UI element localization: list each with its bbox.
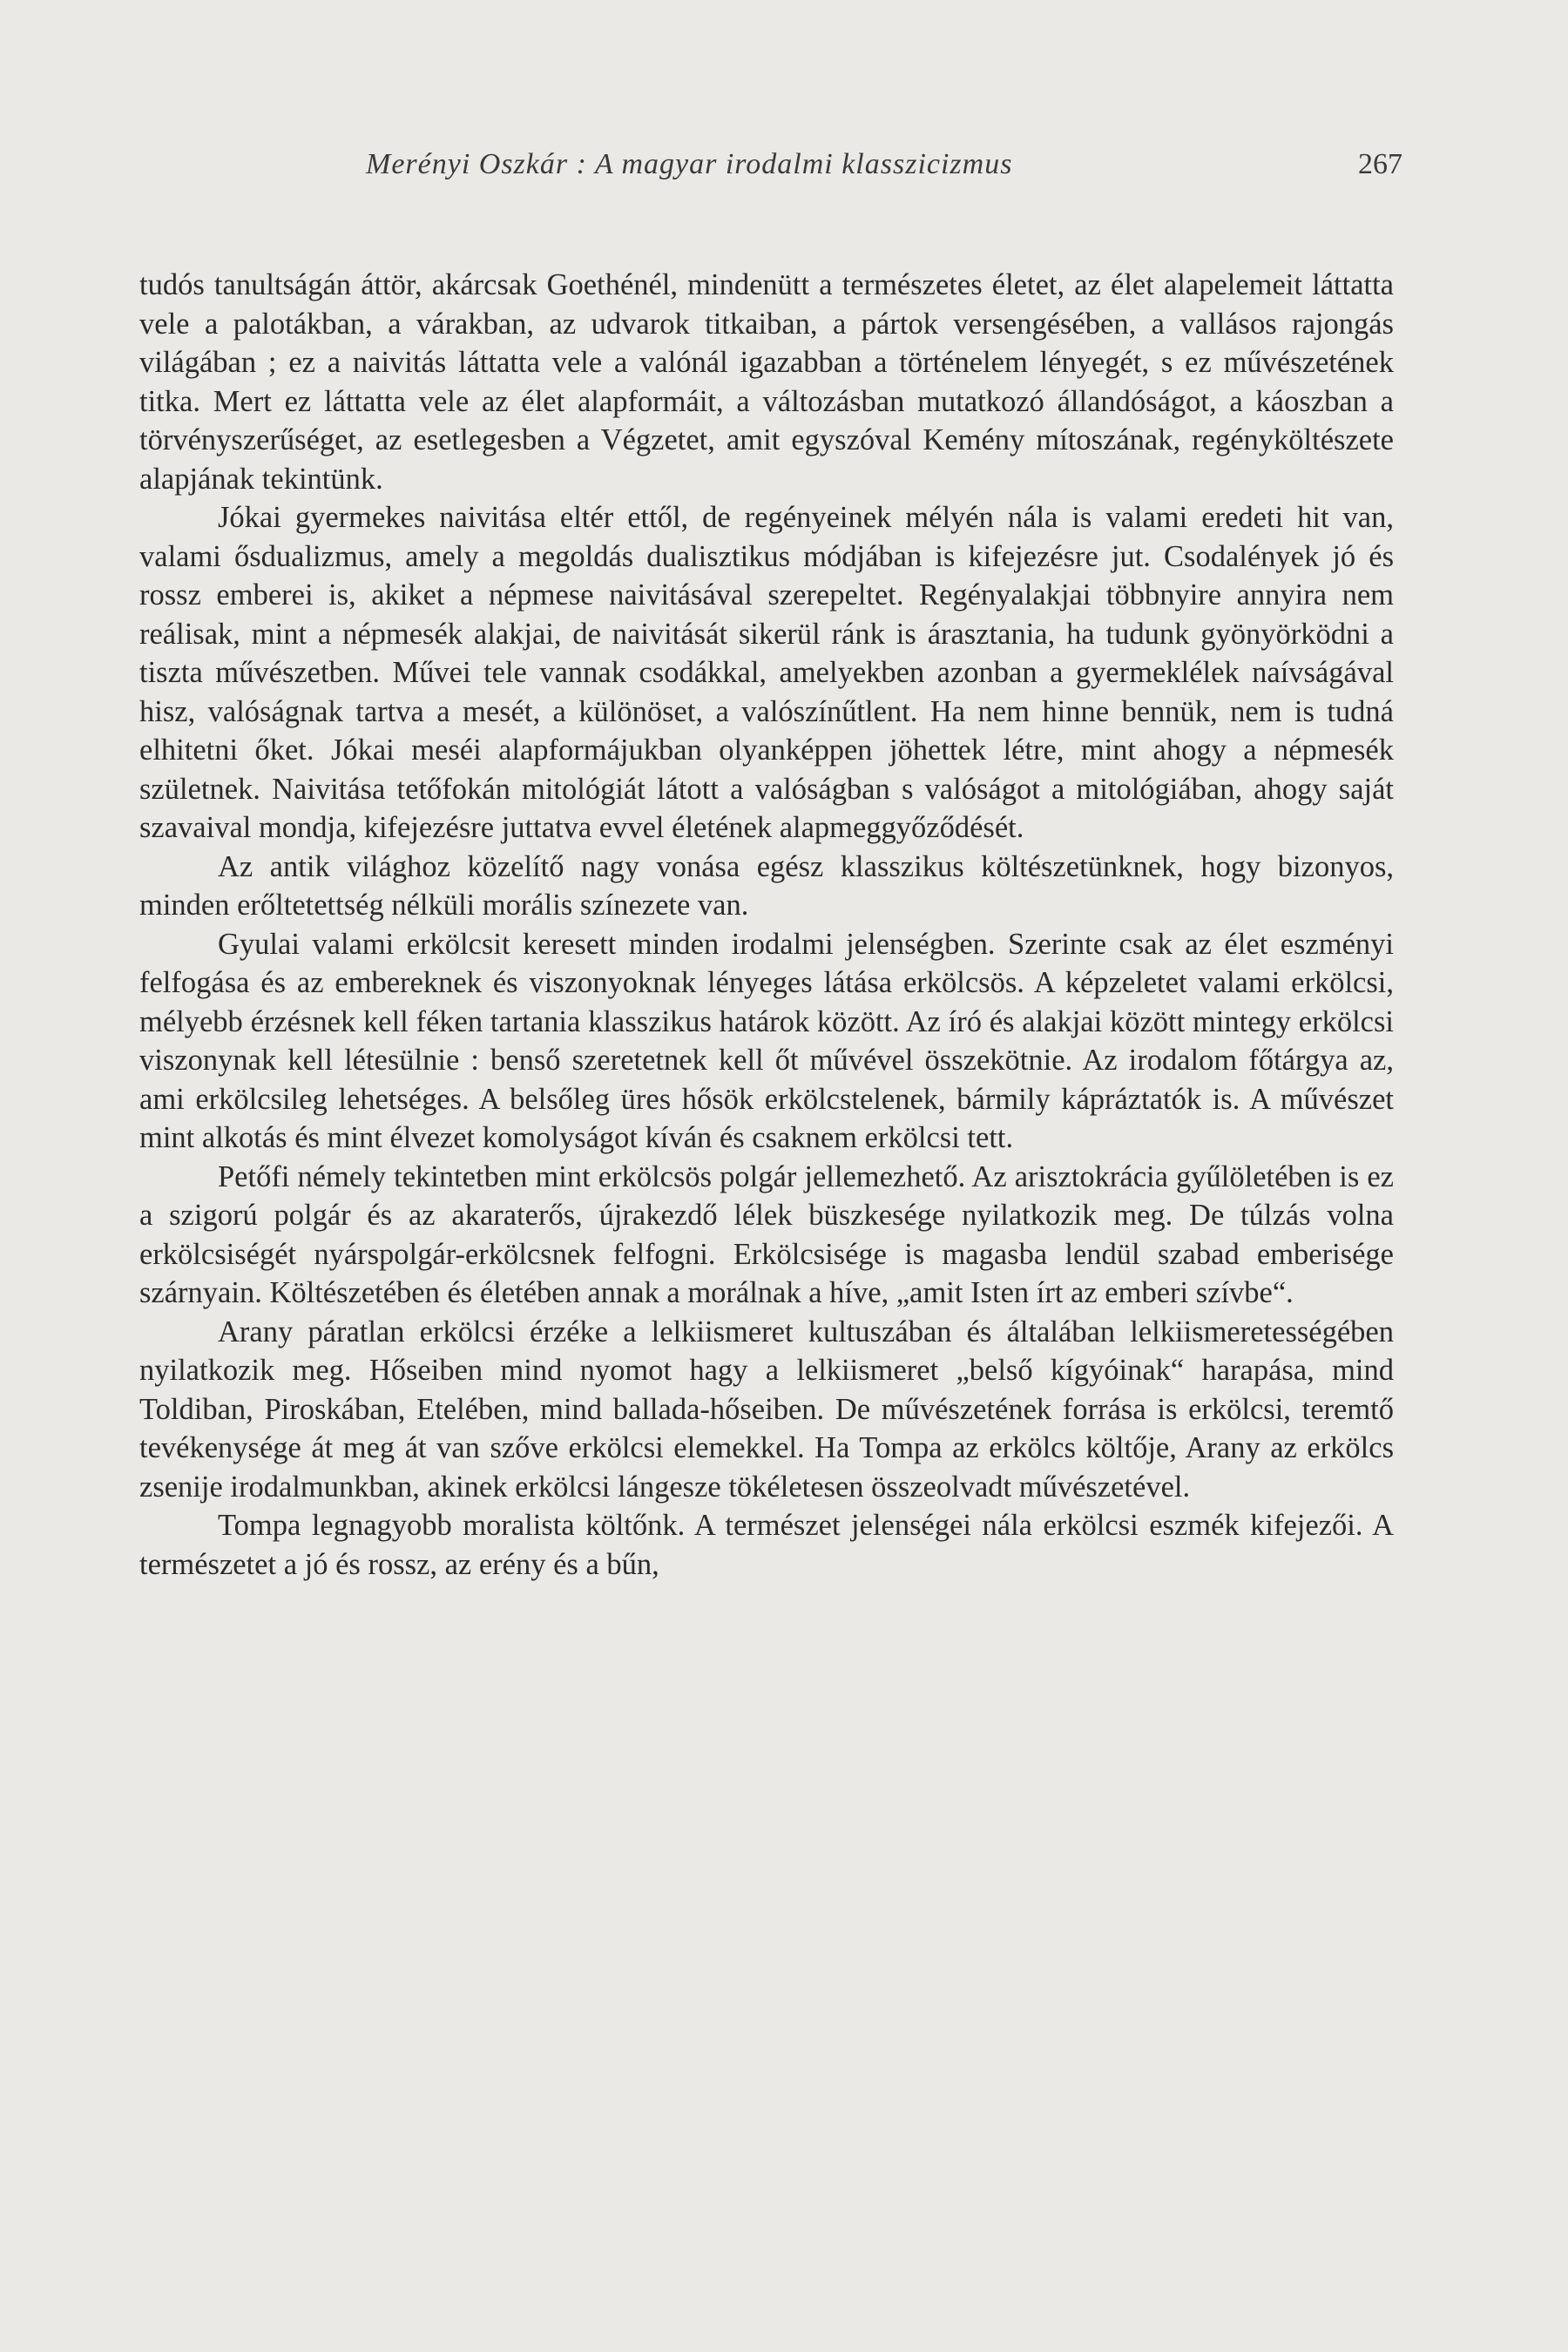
- paragraph-6: Arany páratlan erkölcsi érzéke a lelkiismeret kultuszában és általában lelkiismeretességében nyilatkozik meg. Hőseiben mind nyomot hagy a lelkiismeret „belső kígyóinak“ harapása, mind Toldiban, Piroskában, Etelében, mind ballada-hőseiben. De művészetének forrása is erkölcsi, teremtő tevékenysége át meg át van szőve erkölcsi elemekkel. Ha Tompa az erkölcs költője, Arany az erkölcs zsenije irodalmunkban, akinek erkölcsi lángesze tökéletesen összeolvadt művészetével.: [139, 1315, 1394, 1504]
- paragraph-5: Petőfi némely tekintetben mint erkölcsös polgár jellemezhető. Az arisztokrácia gyűlöletében is ez a szigorú polgár és az akaraterős, újrakezdő lélek büszkesége nyilatkozik meg. De túlzás volna erkölcsiségét nyárspolgár-erkölcsnek felfogni. Erkölcsisége is magasba lendül szabad emberisége szárnyain. Költészetében és életében annak a morálnak a híve, „amit Isten írt az emberi szívbe“.: [139, 1159, 1394, 1309]
- page-number: 267: [1358, 148, 1402, 180]
- paragraph-2: Jókai gyermekes naivitása eltér ettől, de regényeinek mélyén nála is valami eredeti hit van, valami ősdualizmus, amely a megoldás dualisztikus módjában is kifejezésre jut. Csodalények jó és rossz emberei is, akiket a népmese naivitásával szerepeltet. Regényalakjai többnyire annyira nem reálisak, mint a népmesék alakjai, de naivitását sikerül ránk is árasztania, ha tudunk gyönyörködni a tiszta művészetben. Művei tele vannak csodákkal, amelyekben azonban a gyermeklélek naívságával hisz, valóságnak tartva a mesét, a különöset, a valószínűtlent. Ha nem hinne bennük, nem is tudná elhitetni őket. Jókai meséi alapformájukban olyanképpen jöhettek létre, mint ahogy a népmesék születnek. Naivitása tetőfokán mitológiát látott a valóságban s valóságot a mitológiában, ahogy saját szavaival mondja, kifejezésre juttatva evvel életének alapmeggyőződését.: [139, 501, 1394, 844]
- paragraph-3: Az antik világhoz közelítő nagy vonása egész klasszikus költészetünknek, hogy bizonyos, minden erőltetettség nélküli morális színezete van.: [139, 849, 1394, 922]
- page-header: [139, 148, 1402, 192]
- running-title: Merényi Oszkár : A magyar irodalmi klasszicizmus: [366, 148, 1013, 180]
- paragraph-4: Gyulai valami erkölcsit keresett minden irodalmi jelenségben. Szerinte csak az élet eszményi felfogása és az embereknek és viszonyoknak lényeges látása erkölcsös. A képzeletet valami erkölcsi, mélyebb érzésnek kell féken tartania klasszikus határok között. Az író és alakjai között mintegy erkölcsi viszonynak kell létesülnie : benső szeretetnek kell őt művével összekötnie. Az irodalom főtárgya az, ami erkölcsileg lehetséges. A belsőleg üres hősök erkölcstelenek, bármily kápráztatók is. A művészet mint alkotás és mint élvezet komolyságot kíván és csaknem erkölcsi tett.: [139, 927, 1394, 1154]
- paragraph-1: tudós tanultságán áttör, akárcsak Goethénél, mindenütt a természetes életet, az élet alapelemeit láttatta vele a palotákban, a várakban, az udvarok titkaiban, a pártok versengésében, a vallásos rajongás világában ; ez a naivitás láttatta vele a valónál igazabban a történelem lényegét, s ez művészetének titka. Mert ez láttatta vele az élet alapformáit, a változásban mutatkozó állandóságot, a káoszban a törvényszerűséget, az esetlegesben a Végzetet, amit egyszóval Kemény mítoszának, regényköltészete alapjának tekintünk.: [139, 268, 1394, 496]
- paragraph-7: Tompa legnagyobb moralista költőnk. A természet jelenségei nála erkölcsi eszmék kifejezői. A természetet a jó és rossz, az erény és a bűn,: [139, 1509, 1394, 1581]
- body-text: [139, 266, 1394, 1584]
